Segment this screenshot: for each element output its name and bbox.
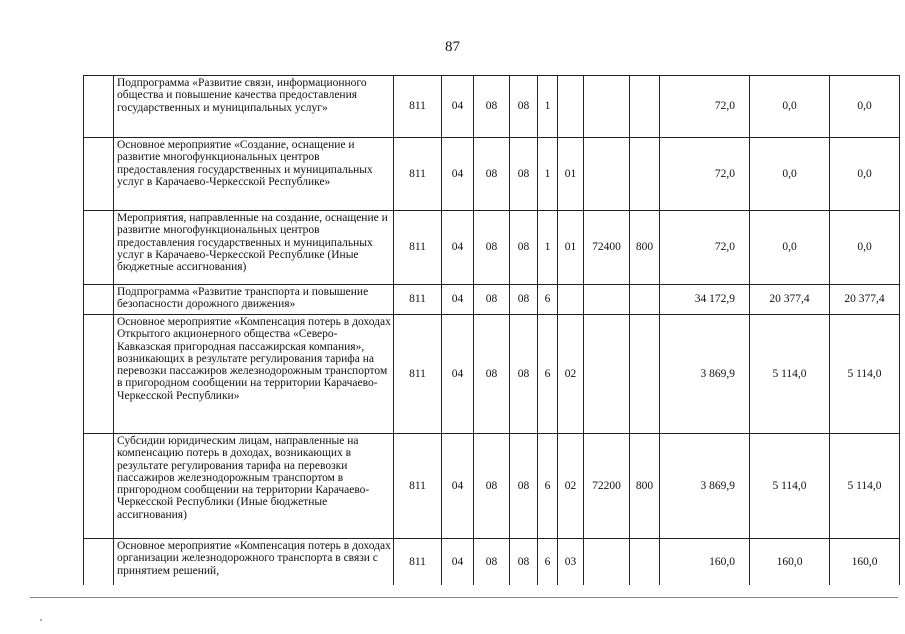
expense-type-code (630, 315, 660, 434)
subprogram-code: 1 (538, 138, 558, 211)
amount-year-3: 0,0 (830, 138, 900, 211)
blank-cell (84, 211, 114, 285)
expense-type-code (630, 76, 660, 138)
amount-year-1: 3 869,9 (660, 315, 750, 434)
subprogram-code: 1 (538, 76, 558, 138)
table-row (84, 138, 900, 211)
amount-year-2: 0,0 (750, 76, 830, 138)
table-row (84, 211, 900, 285)
amount-year-3: 20 377,4 (830, 285, 900, 315)
ministry-code: 811 (394, 539, 442, 585)
section-code: 04 (442, 539, 474, 585)
amount-year-3: 5 114,0 (830, 315, 900, 434)
ministry-code: 811 (394, 211, 442, 285)
amount-year-2: 5 114,0 (750, 434, 830, 539)
program-code: 08 (510, 211, 538, 285)
ministry-code: 811 (394, 434, 442, 539)
subsection-code: 08 (474, 434, 510, 539)
direction-code (584, 539, 630, 585)
table-row (84, 434, 900, 539)
subsection-code: 08 (474, 539, 510, 585)
program-code: 08 (510, 138, 538, 211)
event-code: 01 (558, 138, 584, 211)
blank-cell (84, 138, 114, 211)
direction-code (584, 285, 630, 315)
section-code: 04 (442, 138, 474, 211)
amount-year-2: 5 114,0 (750, 315, 830, 434)
section-code: 04 (442, 315, 474, 434)
table-row (84, 315, 900, 434)
subprogram-code: 6 (538, 434, 558, 539)
program-code: 08 (510, 285, 538, 315)
expense-type-code: 800 (630, 434, 660, 539)
section-code: 04 (442, 285, 474, 315)
event-code: 03 (558, 539, 584, 585)
amount-year-3: 0,0 (830, 76, 900, 138)
row-description: Подпрограмма «Развитие транспорта и повышение безопасности дорожного движения» (114, 285, 394, 315)
amount-year-1: 72,0 (660, 211, 750, 285)
amount-year-3: 0,0 (830, 211, 900, 285)
subsection-code: 08 (474, 138, 510, 211)
amount-year-2: 0,0 (750, 138, 830, 211)
section-code: 04 (442, 76, 474, 138)
budget-table (83, 75, 900, 585)
blank-cell (84, 315, 114, 434)
blank-cell (84, 434, 114, 539)
amount-year-1: 3 869,9 (660, 434, 750, 539)
page-number: 87 (445, 39, 460, 55)
row-description: Подпрограмма «Развитие связи, информационного общества и повышение качества предоставления государственных и муниципальных услуг» (114, 76, 394, 138)
event-code (558, 285, 584, 315)
program-code: 08 (510, 434, 538, 539)
amount-year-2: 20 377,4 (750, 285, 830, 315)
amount-year-3: 5 114,0 (830, 434, 900, 539)
direction-code (584, 76, 630, 138)
section-code: 04 (442, 434, 474, 539)
expense-type-code (630, 285, 660, 315)
subprogram-code: 6 (538, 285, 558, 315)
amount-year-1: 160,0 (660, 539, 750, 585)
expense-type-code: 800 (630, 211, 660, 285)
table-row (84, 76, 900, 138)
subprogram-code: 1 (538, 211, 558, 285)
table-row (84, 285, 900, 315)
expense-type-code (630, 539, 660, 585)
scan-edge-line (30, 597, 898, 598)
subsection-code: 08 (474, 315, 510, 434)
subprogram-code: 6 (538, 315, 558, 434)
scan-speck (40, 619, 42, 621)
direction-code: 72400 (584, 211, 630, 285)
section-code: 04 (442, 211, 474, 285)
row-description: Субсидии юридическим лицам, направленные на компенсацию потерь в доходах, возникающих в результате регулирования тарифа на перевозки пассажиров железнодорожным транспортом в пригородном сообщении на территории Карачаево-Черкесской Республики (Иные бюджетные ассигнования) (114, 434, 394, 539)
amount-year-3: 160,0 (830, 539, 900, 585)
event-code: 02 (558, 434, 584, 539)
row-description: Основное мероприятие «Компенсация потерь в доходах Открытого акционерного общества «Северо-Кавказская пригородная пассажирская компания», возникающих в результате регулирования тарифа на перевозки пассажиров железнодорожным транспортом в пригородном сообщении на территории Карачаево-Черкесской Республики» (114, 315, 394, 434)
program-code: 08 (510, 539, 538, 585)
ministry-code: 811 (394, 76, 442, 138)
direction-code (584, 315, 630, 434)
direction-code: 72200 (584, 434, 630, 539)
event-code (558, 76, 584, 138)
subsection-code: 08 (474, 76, 510, 138)
row-description: Мероприятия, направленные на создание, оснащение и развитие многофункциональных центров предоставления государственных и муниципальных услуг в Карачаево-Черкесской Республике (Иные бюджетные ассигнования) (114, 211, 394, 285)
ministry-code: 811 (394, 315, 442, 434)
ministry-code: 811 (394, 138, 442, 211)
blank-cell (84, 285, 114, 315)
table-row (84, 539, 900, 585)
event-code: 02 (558, 315, 584, 434)
row-description: Основное мероприятие «Создание, оснащение и развитие многофункциональных центров предоставления государственных и муниципальных услуг в Карачаево-Черкесской Республике» (114, 138, 394, 211)
amount-year-2: 160,0 (750, 539, 830, 585)
blank-cell (84, 76, 114, 138)
row-description: Основное мероприятие «Компенсация потерь в доходах организации железнодорожного транспорта в связи с принятием решений, (114, 539, 394, 585)
direction-code (584, 138, 630, 211)
expense-type-code (630, 138, 660, 211)
amount-year-2: 0,0 (750, 211, 830, 285)
event-code: 01 (558, 211, 584, 285)
blank-cell (84, 539, 114, 585)
program-code: 08 (510, 315, 538, 434)
amount-year-1: 72,0 (660, 138, 750, 211)
amount-year-1: 72,0 (660, 76, 750, 138)
ministry-code: 811 (394, 285, 442, 315)
amount-year-1: 34 172,9 (660, 285, 750, 315)
subprogram-code: 6 (538, 539, 558, 585)
subsection-code: 08 (474, 211, 510, 285)
program-code: 08 (510, 76, 538, 138)
subsection-code: 08 (474, 285, 510, 315)
